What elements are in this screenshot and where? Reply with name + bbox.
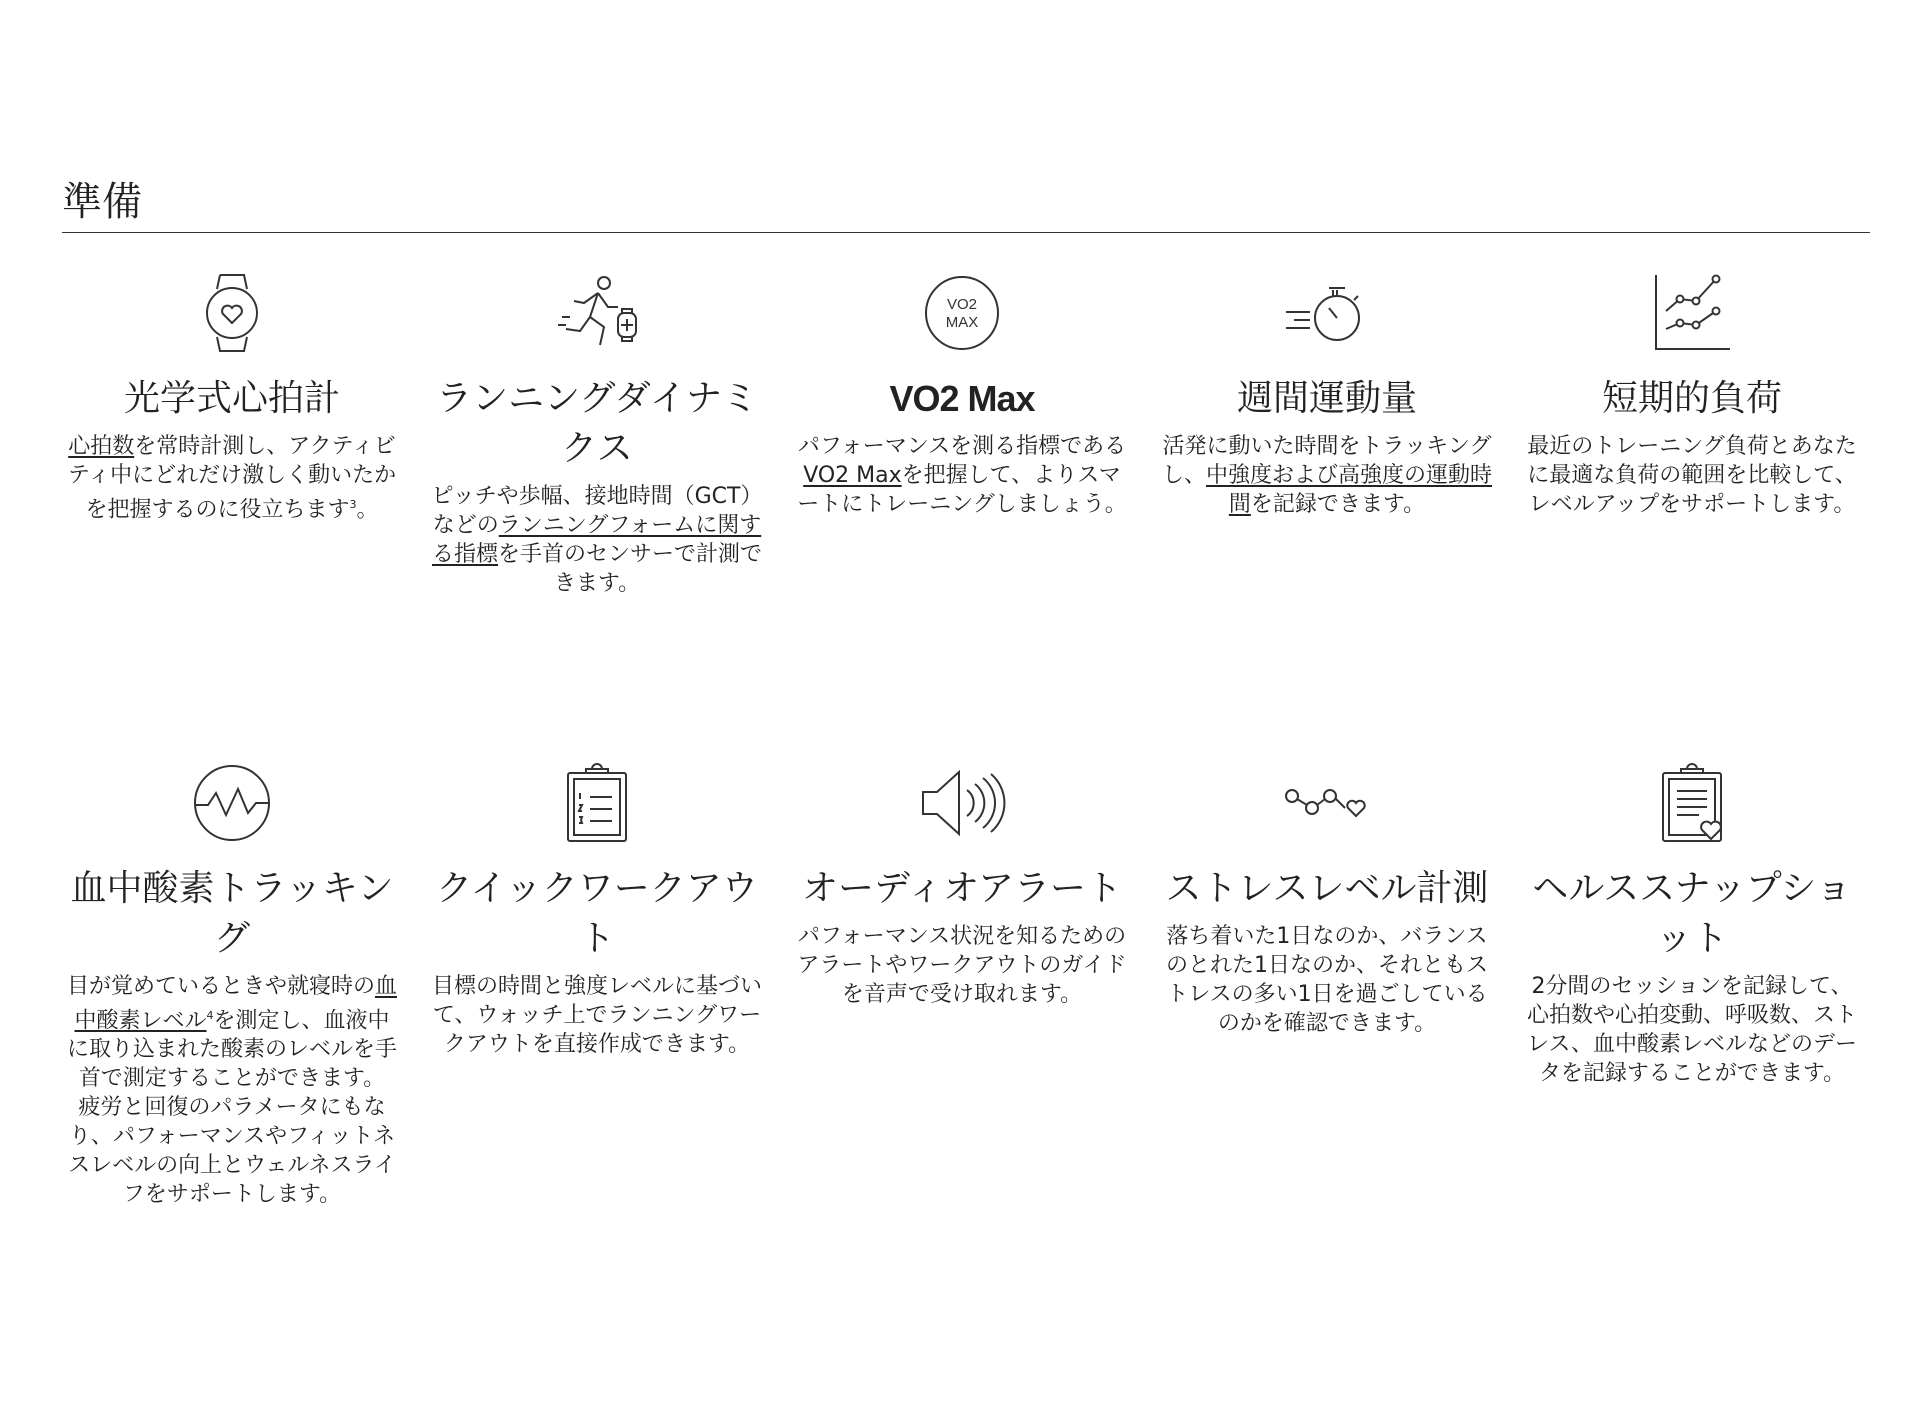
feature-title: ランニングダイナミクス xyxy=(436,378,758,469)
running-form-metrics-link[interactable]: ランニングフォームに関する指標 xyxy=(431,513,762,567)
stopwatch-speed-icon xyxy=(1157,270,1497,356)
heart-watch-icon xyxy=(62,270,402,356)
feature-card xyxy=(62,760,402,1209)
blood-oxygen-link[interactable]: 血中酸素レベル xyxy=(74,974,398,1034)
feature-description: ピッチや歩幅、接地時間（GCT）などのランニングフォームに関する指標を手首のセンサーで計測できます。 xyxy=(431,484,763,596)
feature-card xyxy=(427,270,767,598)
feature-row-1 xyxy=(62,270,1870,598)
feature-description: 目が覚めているときや就寝時の血中酸素レベル$^4$を測定し、血液中に取り込まれた酸素のレベルを手首で測定することができます。 疲労と回復のパラメータにもなり、パフォーマンスやフィットネスレベルの向上とウェルネスライフをサポートします。 xyxy=(66,974,398,1208)
feature-title: クイックワークアウト xyxy=(436,868,758,959)
vo2max-link[interactable]: VO2 Max xyxy=(803,463,902,488)
feature-card xyxy=(1522,270,1862,598)
feature-description: 目標の時間と強度レベルに基づいて、ウォッチ上でランニングワークアウトを直接作成できます。 xyxy=(431,974,762,1057)
feature-card xyxy=(792,760,1132,1209)
feature-title: オーディオアラート xyxy=(801,868,1123,909)
section-header xyxy=(62,178,1870,233)
svg-text:MAX: MAX xyxy=(945,314,979,331)
feature-description: 最近のトレーニング負荷とあなたに最適な負荷の範囲を比較して、レベルアップをサポートします。 xyxy=(1527,434,1857,517)
feature-title: 短期的負荷 xyxy=(1601,378,1782,419)
feature-card xyxy=(1157,270,1497,598)
pulse-oximeter-icon xyxy=(62,760,402,846)
intensity-minutes-link[interactable]: 中強度および高強度の運動時間 xyxy=(1206,463,1493,517)
clipboard-heart-icon xyxy=(1522,760,1862,846)
feature-row-2 xyxy=(62,760,1870,1209)
feature-card xyxy=(427,760,767,1209)
vo2max-icon xyxy=(792,270,1132,356)
feature-title: ストレスレベル計測 xyxy=(1165,868,1489,909)
feature-card xyxy=(62,270,402,598)
feature-title: 光学式心拍計 xyxy=(123,378,340,419)
line-graph-icon xyxy=(1522,270,1862,356)
feature-title: VO2 Max xyxy=(889,378,1035,419)
runner-watch-icon xyxy=(427,270,767,356)
clipboard-list-icon xyxy=(427,760,767,846)
feature-title: ヘルススナップショット xyxy=(1532,868,1852,959)
feature-description: 心拍数を常時計測し、アクティビティ中にどれだけ激しく動いたかを把握するのに役立ちます$^3$。 xyxy=(67,434,397,523)
speaker-icon xyxy=(792,760,1132,846)
stress-heart-icon xyxy=(1157,760,1497,846)
feature-description: パフォーマンス状況を知るためのアラートやワークアウトのガイドを音声で受け取れます。 xyxy=(797,924,1127,1007)
svg-text:VO2: VO2 xyxy=(946,296,978,313)
feature-description: 活発に動いた時間をトラッキングし、中強度および高強度の運動時間を記録できます。 xyxy=(1161,434,1493,517)
heart-rate-link[interactable]: 心拍数 xyxy=(68,434,135,459)
feature-description: 2分間のセッションを記録して、心拍数や心拍変動、呼吸数、ストレス、血中酸素レベルなどのデータを記録することができます。 xyxy=(1526,974,1857,1086)
feature-card xyxy=(1522,760,1862,1209)
feature-description: 落ち着いた1日なのか、バランスのとれた1日なのか、それともストレスの多い1日を過ごしているのかを確認できます。 xyxy=(1166,924,1488,1036)
feature-title: 週間運動量 xyxy=(1236,378,1417,419)
section-title: 準備 xyxy=(62,178,1870,233)
feature-card xyxy=(1157,760,1497,1209)
feature-card xyxy=(792,270,1132,598)
feature-description: パフォーマンスを測る指標であるVO2 Maxを把握して、よりスマートにトレーニングしましょう。 xyxy=(797,434,1127,517)
feature-title: 血中酸素トラッキング xyxy=(70,868,394,959)
